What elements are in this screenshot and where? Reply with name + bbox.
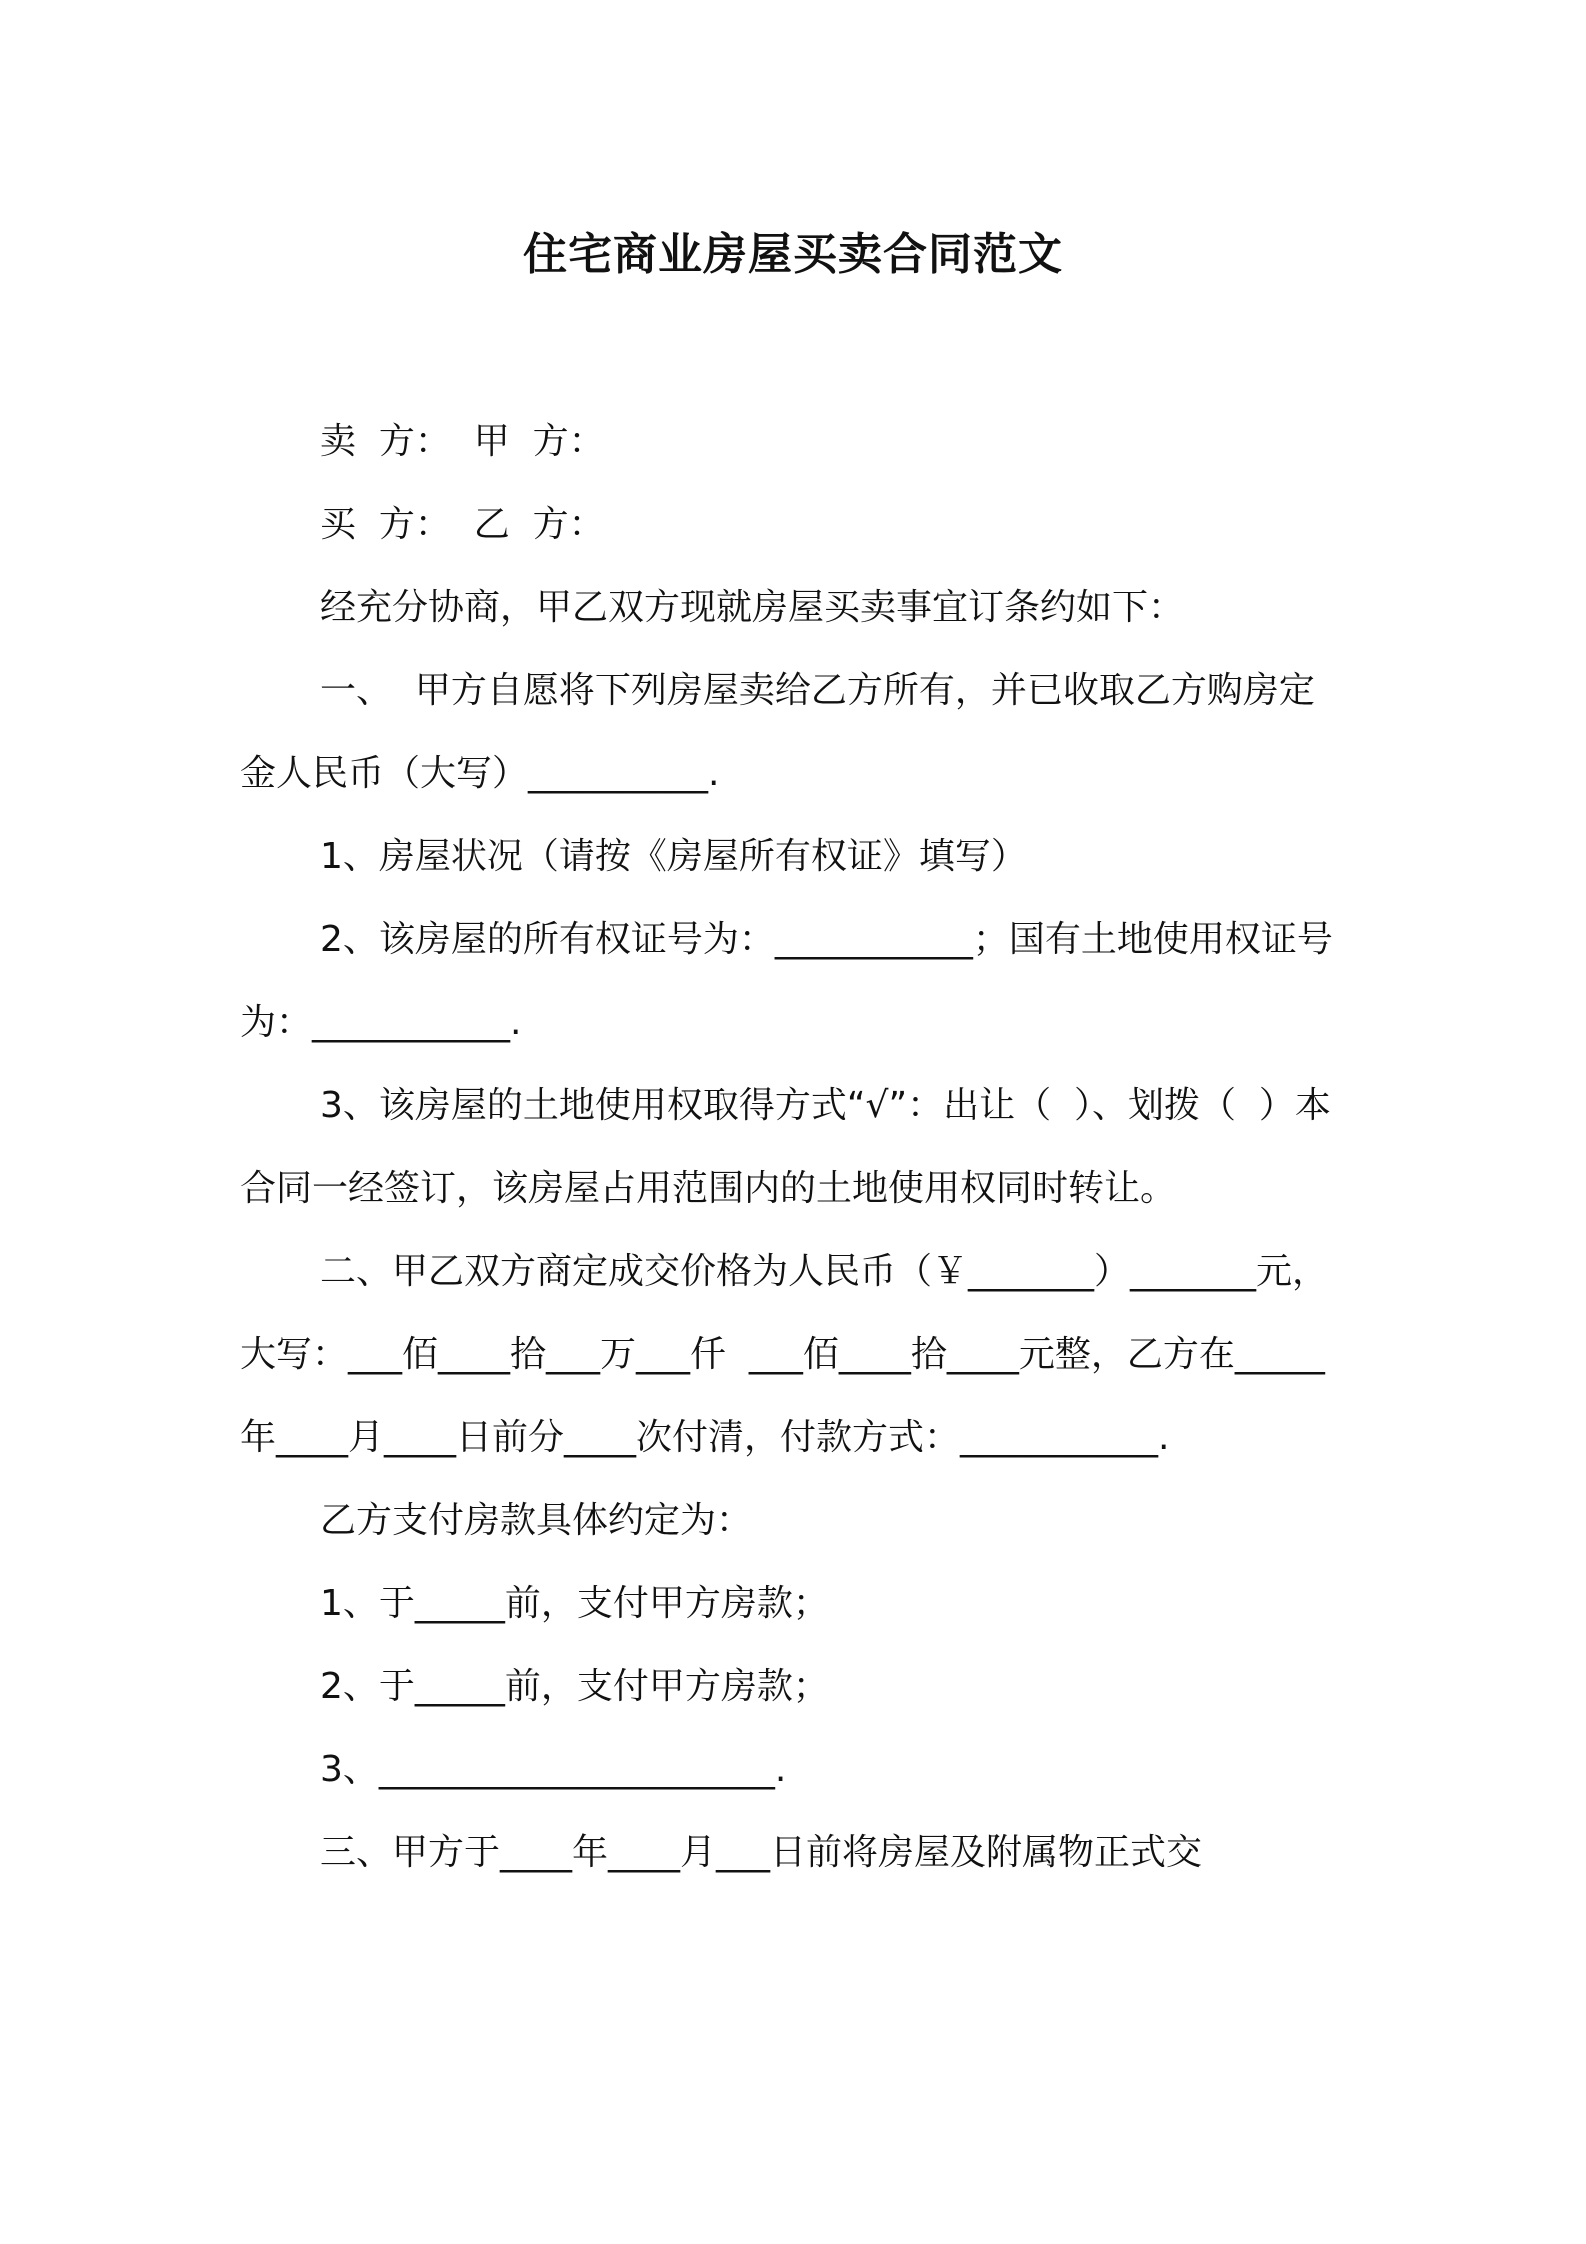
- clause-1: 一、 甲方自愿将下列房屋卖给乙方所有，并已收取乙方购房定金人民币（大写）__________.: [240, 670, 1315, 794]
- payment-term-3: 3、______________________.: [320, 1749, 787, 1790]
- clause-1-item-2: 2、该房屋的所有权证号为：___________；国有土地使用权证号为：___________.: [240, 919, 1333, 1043]
- document-title: 住宅商业房屋买卖合同范文: [523, 229, 1063, 280]
- preamble: 经充分协商，甲乙双方现就房屋买卖事宜订条约如下：: [320, 587, 1185, 628]
- clause-1-item-3: 3、该房屋的土地使用权取得方式“√”：出让（ ）、划拨（ ）本合同一经签订，该房屋占用范围内的土地使用权同时转让。: [240, 1085, 1331, 1209]
- buyer-line: 买 方： 乙 方：: [320, 504, 605, 545]
- seller-line: 卖 方： 甲 方：: [320, 421, 605, 462]
- clause-2: 二、甲乙双方商定成交价格为人民币（￥_______）_______元， 大写：___佰____拾___万___仟 ___佰____拾____元整，乙方在_____年____月____日前分____次付清，付款方式：___________.: [240, 1251, 1340, 1458]
- clause-1-item-1: 1、房屋状况（请按《房屋所有权证》填写）: [320, 836, 1027, 877]
- clause-3: 三、甲方于____年____月___日前将房屋及附属物正式交: [320, 1832, 1203, 1873]
- payment-term-2: 2、于_____前，支付甲方房款；: [320, 1666, 829, 1707]
- payment-terms-heading: 乙方支付房款具体约定为：: [320, 1500, 753, 1541]
- document-body: [240, 400, 1350, 1894]
- payment-term-1: 1、于_____前，支付甲方房款；: [320, 1583, 829, 1624]
